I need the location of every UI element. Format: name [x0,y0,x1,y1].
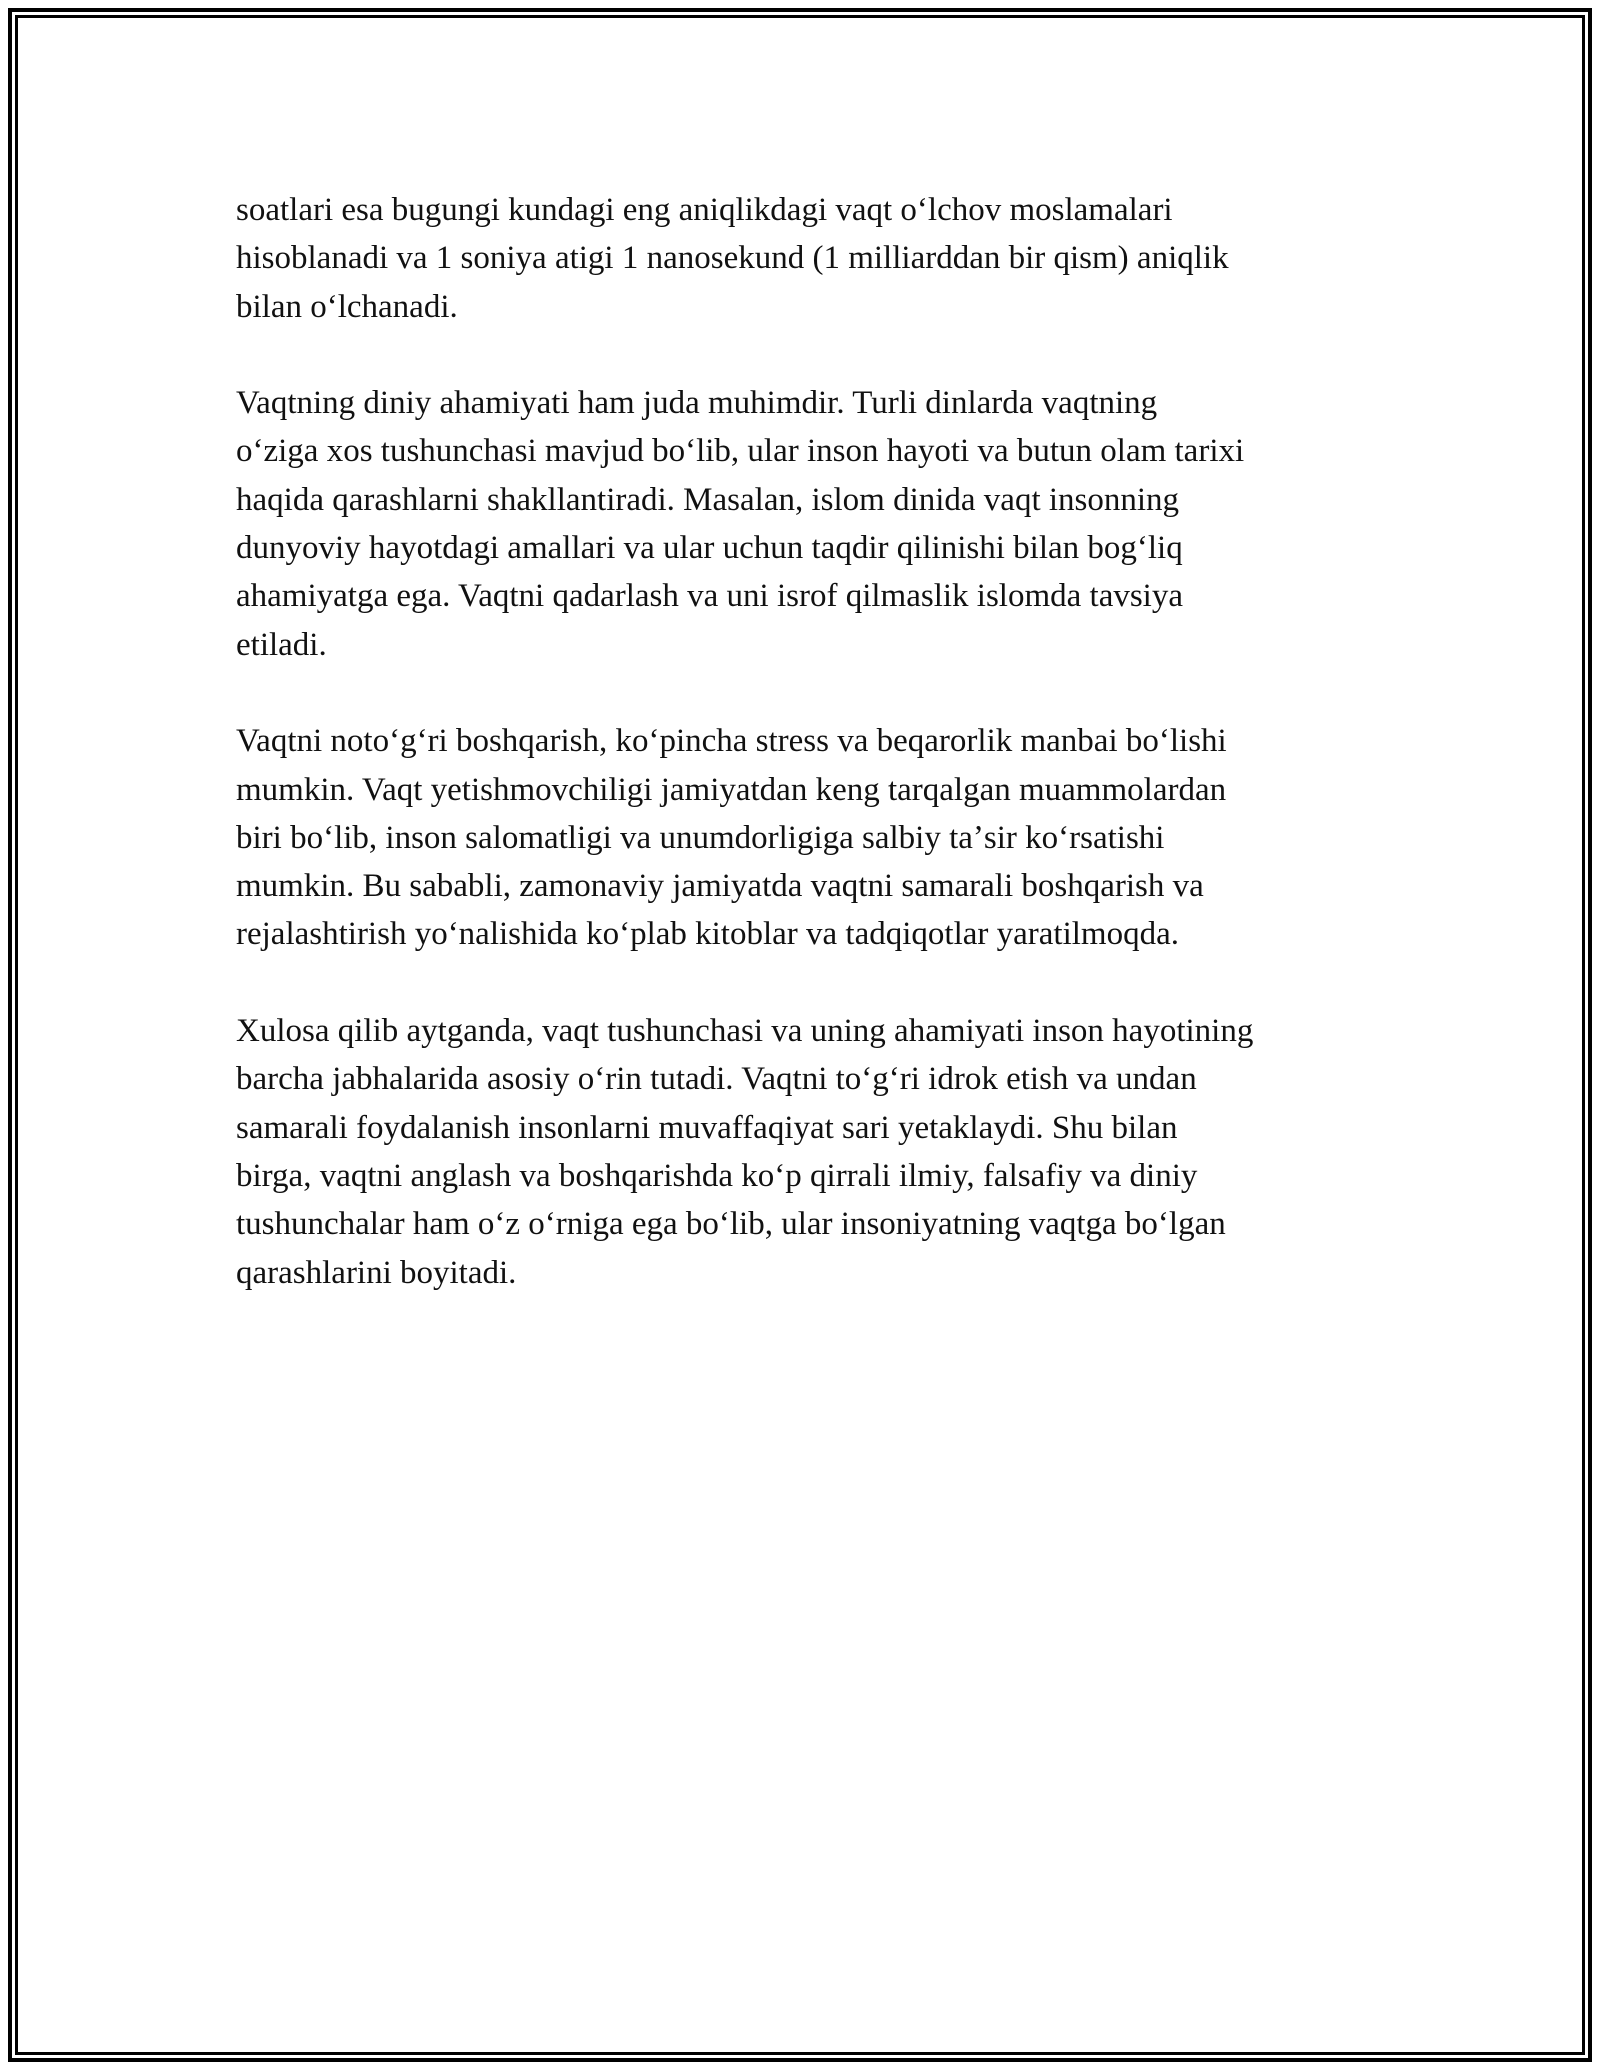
text-line: Vaqtni notoʻgʻri boshqarish, koʻpincha stress va beqarorlik manbai boʻlishi [236,723,1227,760]
text-line: qarashlarini boyitadi. [236,1254,517,1291]
text-line: etiladi. [236,626,327,663]
paragraph-2 [236,379,1376,669]
text-line: barcha jabhalarida asosiy oʻrin tutadi. Vaqtni toʻgʻri idrok etish va undan [236,1061,1197,1098]
text-line: biri boʻlib, inson salomatligi va unumdorligiga salbiy taʼsir koʻrsatishi [236,819,1165,856]
text-line: birga, vaqtni anglash va boshqarishda koʻp qirrali ilmiy, falsafiy va diniy [236,1157,1198,1194]
text-line: dunyoviy hayotdagi amallari va ular uchun taqdir qilinishi bilan bogʻliq [236,530,1183,567]
text-line: mumkin. Bu sababli, zamonaviy jamiyatda vaqtni samarali boshqarish va [236,868,1204,905]
text-line: ahamiyatga ega. Vaqtni qadarlash va uni isrof qilmaslik islomda tavsiya [236,578,1183,615]
text-line: soatlari esa bugungi kundagi eng aniqlikdagi vaqt oʻlchov moslamalari [236,192,1173,228]
text-line: Xulosa qilib aytganda, vaqt tushunchasi va uning ahamiyati inson hayotining [236,1013,1254,1050]
text-line: bilan oʻlchanadi. [236,288,458,325]
text-line: mumkin. Vaqt yetishmovchiligi jamiyatdan keng tarqalgan muammolardan [236,771,1227,808]
text-line: haqida qarashlarni shakllantiradi. Masalan, islom dinida vaqt insonning [236,481,1180,518]
text-line: oʻziga xos tushunchasi mavjud boʻlib, ular inson hayoti va butun olam tarixi [236,433,1245,470]
text-line: rejalashtirish yoʻnalishida koʻplab kitoblar va tadqiqotlar yaratilmoqda. [236,916,1179,953]
text-line: hisoblanadi va 1 soniya atigi 1 nanosekund (1 milliarddan bir qism) aniqlik [236,240,1229,277]
text-line: tushunchalar ham oʻz oʻrniga ega boʻlib, ular insoniyatning vaqtga boʻlgan [236,1206,1226,1243]
paragraph-1 [236,186,1376,331]
paragraph-3 [236,717,1376,958]
text-line: Vaqtning diniy ahamiyati ham juda muhimdir. Turli dinlarda vaqtning [236,385,1158,422]
document-body [236,186,1376,1345]
text-line: samarali foydalanish insonlarni muvaffaqiyat sari yetaklaydi. Shu bilan [236,1109,1178,1146]
paragraph-4 [236,1007,1376,1297]
